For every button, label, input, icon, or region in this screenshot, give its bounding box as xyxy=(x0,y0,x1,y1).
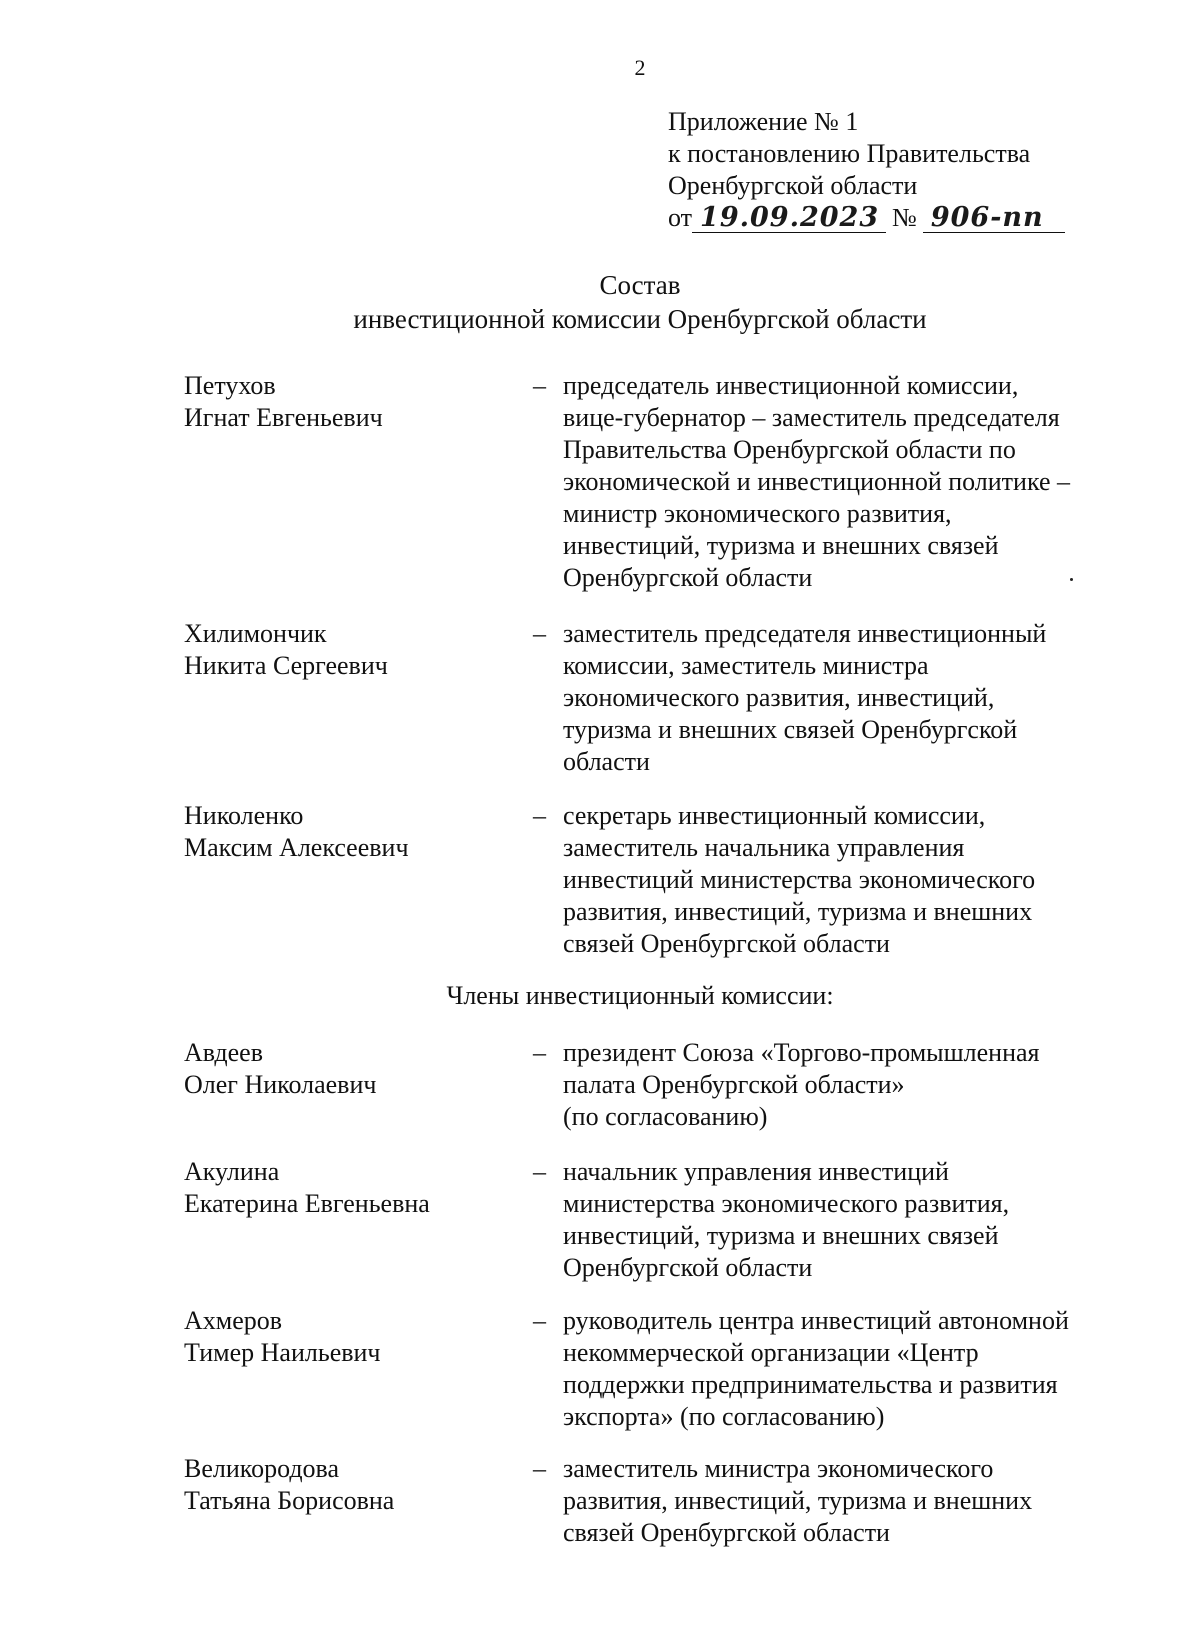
member-name xyxy=(184,1305,524,1369)
member-surname: Акулина xyxy=(184,1157,280,1186)
member-role-line: инвестиций, туризма и внешних связей xyxy=(563,1221,999,1250)
title-line-2: инвестиционной комиссии Оренбургской области xyxy=(353,304,927,334)
member-role-line: Правительства Оренбургской области по xyxy=(563,435,1016,464)
member-role-line: палата Оренбургской области» xyxy=(563,1070,905,1099)
member-dash: – xyxy=(533,1038,546,1067)
scan-speck xyxy=(1070,578,1073,581)
handwritten-number: 906-пп xyxy=(930,202,1044,233)
member-role-line: вице-губернатор – заместитель председателя xyxy=(563,403,1060,432)
member-role xyxy=(563,1156,1133,1284)
member-role-line: министр экономического развития, xyxy=(563,499,952,528)
member-role-line: области xyxy=(563,747,650,776)
member-given-names: Олег Николаевич xyxy=(184,1070,377,1099)
member-given-names: Татьяна Борисовна xyxy=(184,1486,395,1515)
member-role-line: экономической и инвестиционной политике – xyxy=(563,467,1070,496)
member-dash: – xyxy=(533,1157,546,1186)
member-name xyxy=(184,370,524,434)
member-role-line: связей Оренбургской области xyxy=(563,1518,890,1547)
member-given-names: Екатерина Евгеньевна xyxy=(184,1189,430,1218)
member-given-names: Максим Алексеевич xyxy=(184,833,409,862)
member-role-line: заместитель председателя инвестиционный xyxy=(563,619,1047,648)
member-role-line: инвестиций министерства экономического xyxy=(563,865,1036,894)
date-prefix: от xyxy=(668,203,693,232)
number-label: № xyxy=(892,203,917,232)
member-dash: – xyxy=(533,619,546,648)
member-role-line: развития, инвестиций, туризма и внешних xyxy=(563,897,1033,926)
member-role-line: министерства экономического развития, xyxy=(563,1189,1010,1218)
member-surname: Петухов xyxy=(184,371,276,400)
member-role-line: руководитель центра инвестиций автономной xyxy=(563,1306,1069,1335)
member-role-line: (по согласованию) xyxy=(563,1102,768,1131)
member-role-line: развития, инвестиций, туризма и внешних xyxy=(563,1486,1033,1515)
appendix-reference: к постановлению Правительства xyxy=(668,139,1031,168)
member-role-line: связей Оренбургской области xyxy=(563,929,890,958)
member-name xyxy=(184,1037,524,1101)
member-role-line: поддержки предпринимательства и развития xyxy=(563,1370,1058,1399)
date-field xyxy=(692,204,886,233)
member-surname: Авдеев xyxy=(184,1038,263,1067)
member-name xyxy=(184,1453,524,1517)
title-line-1: Состав xyxy=(599,270,681,300)
appendix-region: Оренбургской области xyxy=(668,171,918,200)
member-role-line: комиссии, заместитель министра xyxy=(563,651,929,680)
member-role-line: туризма и внешних связей Оренбургской xyxy=(563,715,1018,744)
member-role xyxy=(563,618,1133,778)
member-role xyxy=(563,1037,1133,1133)
member-given-names: Тимер Наильевич xyxy=(184,1338,381,1367)
member-given-names: Никита Сергеевич xyxy=(184,651,388,680)
number-field xyxy=(923,204,1065,233)
page-number: 2 xyxy=(634,55,646,80)
member-name xyxy=(184,618,524,682)
member-role xyxy=(563,800,1133,960)
member-role xyxy=(563,1453,1133,1549)
member-role-line: председатель инвестиционной комиссии, xyxy=(563,371,1019,400)
member-role-line: начальник управления инвестиций xyxy=(563,1157,949,1186)
member-surname: Великородова xyxy=(184,1454,340,1483)
member-dash: – xyxy=(533,1454,546,1483)
member-role-line: экономического развития, инвестиций, xyxy=(563,683,995,712)
members-heading: Члены инвестиционный комиссии: xyxy=(446,981,834,1010)
appendix-title: Приложение № 1 xyxy=(668,107,859,136)
document-title xyxy=(0,268,1200,336)
member-given-names: Игнат Евгеньевич xyxy=(184,403,383,432)
member-role-line: некоммерческой организации «Центр xyxy=(563,1338,979,1367)
member-role-line: заместитель министра экономического xyxy=(563,1454,994,1483)
member-dash: – xyxy=(533,1306,546,1335)
member-dash: – xyxy=(533,371,546,400)
member-dash: – xyxy=(533,801,546,830)
member-surname: Николенко xyxy=(184,801,304,830)
member-role-line: инвестиций, туризма и внешних связей xyxy=(563,531,999,560)
member-role-line: экспорта» (по согласованию) xyxy=(563,1402,885,1431)
member-surname: Хилимончик xyxy=(184,619,327,648)
member-role-line: заместитель начальника управления xyxy=(563,833,965,862)
appendix-date-line xyxy=(668,202,1088,234)
handwritten-date: 19.09.2023 xyxy=(700,202,880,233)
member-surname: Ахмеров xyxy=(184,1306,283,1335)
member-role-line: секретарь инвестиционный комиссии, xyxy=(563,801,986,830)
member-name xyxy=(184,800,524,864)
member-name xyxy=(184,1156,524,1220)
appendix-block xyxy=(668,106,1088,234)
member-role xyxy=(563,370,1133,594)
member-role-line: президент Союза «Торгово-промышленная xyxy=(563,1038,1040,1067)
member-role-line: Оренбургской области xyxy=(563,1253,813,1282)
member-role-line: Оренбургской области xyxy=(563,563,813,592)
member-role xyxy=(563,1305,1133,1433)
